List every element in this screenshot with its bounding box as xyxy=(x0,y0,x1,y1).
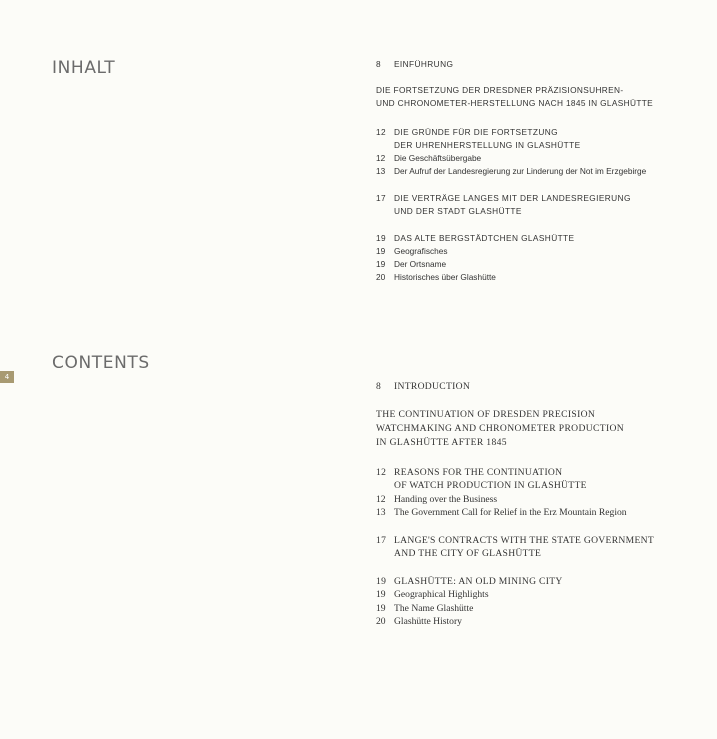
toc-entry-title: Der Aufruf der Landesregierung zur Linderung der Not im Erzgebirge xyxy=(394,166,647,176)
toc-page-number: 17 xyxy=(376,193,387,203)
toc-entry-title: DAS ALTE BERGSTÄDTCHEN GLASHÜTTE xyxy=(394,233,575,243)
toc-page-number: 13 xyxy=(376,507,386,518)
toc-page-number: 19 xyxy=(376,589,386,600)
toc-entry-title: REASONS FOR THE CONTINUATION xyxy=(394,466,563,478)
toc-entry-title: Geographical Highlights xyxy=(394,589,489,600)
toc-entry xyxy=(376,615,711,629)
toc-entry-intro xyxy=(376,58,711,71)
toc-entry-title: Handing over the Business xyxy=(394,493,498,505)
toc-entry-title: INTRODUCTION xyxy=(394,381,471,392)
toc-section-heading-line: UND CHRONOMETER-HERSTELLUNG NACH 1845 IN GLASHÜTTE xyxy=(376,98,654,108)
english-contents-heading: CONTENTS xyxy=(52,353,150,373)
toc-page-number: 12 xyxy=(376,153,386,163)
toc-entry-title: AND THE CITY OF GLASHÜTTE xyxy=(394,548,542,559)
toc-entry-title: DIE VERTRÄGE LANGES MIT DER LANDESREGIERUNG xyxy=(394,193,631,203)
toc-entry xyxy=(376,506,711,520)
toc-group xyxy=(376,126,711,178)
toc-entry-title: Glashütte History xyxy=(394,616,462,627)
toc-page-number: 8 xyxy=(376,381,382,392)
toc-entry-intro xyxy=(376,380,711,394)
toc-entry-title: The Name Glashütte xyxy=(394,602,474,614)
toc-entry xyxy=(376,575,711,589)
toc-page-number: 19 xyxy=(376,602,386,614)
toc-section-heading-line: THE CONTINUATION OF DRESDEN PRECISION xyxy=(376,408,596,420)
toc-entry-title: OF WATCH PRODUCTION IN GLASHÜTTE xyxy=(394,480,587,491)
toc-group xyxy=(376,575,711,629)
toc-page-number: 8 xyxy=(376,59,382,69)
toc-entry xyxy=(376,192,711,218)
page-number-tab: 4 xyxy=(0,371,14,383)
toc-entry xyxy=(376,232,711,245)
toc-entry xyxy=(376,493,711,507)
toc-page-number: 19 xyxy=(376,233,387,243)
toc-entry-title: UND DER STADT GLASHÜTTE xyxy=(394,206,522,216)
toc-page-number: 12 xyxy=(376,466,387,478)
toc-entry-title: EINFÜHRUNG xyxy=(394,59,454,69)
toc-entry-title: Historisches über Glashütte xyxy=(394,272,496,282)
toc-entry xyxy=(376,588,711,602)
toc-entry xyxy=(376,245,711,258)
toc-group xyxy=(376,192,711,218)
toc-section-heading xyxy=(376,408,711,450)
toc-entry xyxy=(376,466,711,493)
toc-entry-title: The Government Call for Relief in the Erz Mountain Region xyxy=(394,507,627,518)
toc-entry xyxy=(376,534,711,561)
toc-entry-title: GLASHÜTTE: AN OLD MINING CITY xyxy=(394,575,563,587)
toc-group xyxy=(376,534,711,561)
toc-section-heading-line: IN GLASHÜTTE AFTER 1845 xyxy=(376,436,507,448)
toc-entry-title: DIE GRÜNDE FÜR DIE FORTSETZUNG xyxy=(394,127,558,137)
toc-entry-title: LANGE'S CONTRACTS WITH THE STATE GOVERNMENT xyxy=(394,534,655,546)
toc-section-heading-line: WATCHMAKING AND CHRONOMETER PRODUCTION xyxy=(376,422,625,434)
toc-group xyxy=(376,466,711,520)
toc-group xyxy=(376,232,711,284)
toc-page-number: 17 xyxy=(376,534,387,546)
english-toc xyxy=(376,380,711,643)
toc-section-heading-line: DIE FORTSETZUNG DER DRESDNER PRÄZISIONSUHREN- xyxy=(376,85,624,95)
toc-page-number: 13 xyxy=(376,166,386,176)
toc-page-number: 20 xyxy=(376,272,386,282)
toc-entry xyxy=(376,126,711,152)
toc-page-number: 12 xyxy=(376,127,387,137)
toc-entry xyxy=(376,165,711,178)
toc-entry-title: Der Ortsname xyxy=(394,259,447,269)
toc-entry-title: Die Geschäftsübergabe xyxy=(394,153,482,163)
toc-entry xyxy=(376,258,711,271)
toc-page-number: 12 xyxy=(376,493,386,505)
toc-section-heading xyxy=(376,84,711,110)
toc-page-number: 19 xyxy=(376,259,386,269)
german-contents-heading: INHALT xyxy=(52,58,116,78)
toc-page-number: 19 xyxy=(376,575,387,587)
toc-entry xyxy=(376,271,711,284)
german-toc xyxy=(376,58,711,298)
toc-entry xyxy=(376,602,711,616)
toc-page-number: 20 xyxy=(376,616,386,627)
toc-entry-title: Geografisches xyxy=(394,246,448,256)
toc-page-number: 19 xyxy=(376,246,386,256)
toc-entry xyxy=(376,152,711,165)
toc-entry-title: DER UHRENHERSTELLUNG IN GLASHÜTTE xyxy=(394,140,581,150)
